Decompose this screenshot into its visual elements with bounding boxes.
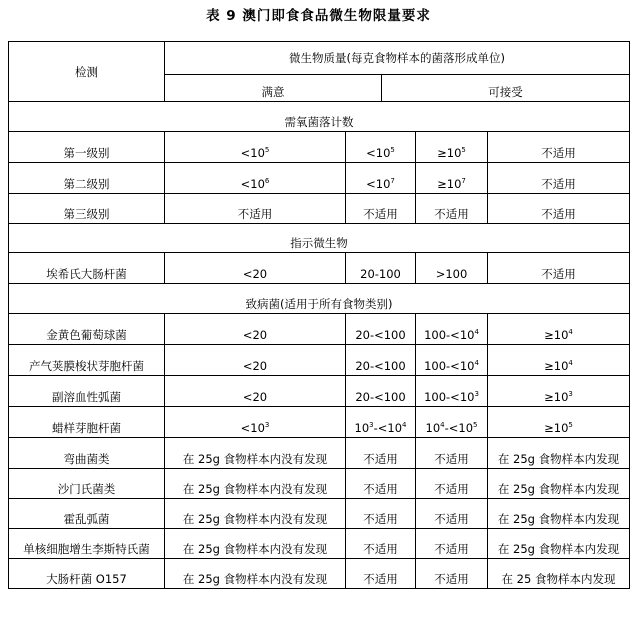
cell-text: 20-<100	[355, 359, 406, 373]
cell-text: 在 25g 食物样本内没有发现	[182, 572, 328, 586]
cell-text: 不适用	[541, 146, 576, 160]
row-label: 第三级别	[9, 194, 165, 224]
section-title: 指示微生物	[9, 224, 630, 253]
satisfactory-cell	[165, 559, 346, 589]
cell-text: 在 25g 食物样本内没有发现	[182, 482, 328, 496]
table-row	[9, 407, 630, 438]
acceptable-high-cell	[416, 314, 488, 345]
acceptable-high-cell	[416, 376, 488, 407]
table-row	[9, 253, 630, 284]
cell-text: ≥10	[544, 328, 569, 342]
acceptable-low-cell	[346, 376, 416, 407]
acceptable-low-cell	[346, 559, 416, 589]
acceptable-high-cell	[416, 407, 488, 438]
cell-exponent: 5	[390, 146, 395, 155]
cell-text: 100-<10	[424, 359, 475, 373]
table-row	[9, 469, 630, 499]
satisfactory-cell	[165, 314, 346, 345]
cell-text: 不适用	[541, 207, 576, 221]
acceptable-high-cell	[416, 438, 488, 469]
cell-text: 在 25g 食物样本内没有发现	[182, 512, 328, 526]
satisfactory-cell	[165, 407, 346, 438]
cell-text: 不适用	[434, 482, 469, 496]
cell-exponent: 5	[461, 146, 466, 155]
cell-text: 不适用	[363, 207, 398, 221]
cell-text: <10	[366, 146, 391, 160]
cell-text: 不适用	[363, 452, 398, 466]
unsatisfactory-cell	[488, 529, 630, 559]
unsatisfactory-cell	[488, 407, 630, 438]
cell-text: <10	[366, 177, 391, 191]
acceptable-low-cell	[346, 345, 416, 376]
section-header-row	[9, 102, 630, 132]
cell-exponent: 3	[264, 421, 270, 430]
acceptable-low-cell	[346, 194, 416, 224]
header-group-cell: 微生物质量(每克食物样本的菌落形成单位)	[165, 42, 630, 75]
table-row	[9, 438, 630, 469]
unsatisfactory-cell	[488, 345, 630, 376]
table-row	[9, 376, 630, 407]
acceptable-high-cell	[416, 345, 488, 376]
cell-text: 不适用	[434, 572, 469, 586]
cell-text: 100-<10	[424, 328, 475, 342]
cell-exponent: 3	[568, 390, 573, 399]
cell-text: 不适用	[363, 482, 398, 496]
cell-text: ≥10	[544, 421, 569, 435]
satisfactory-cell	[165, 345, 346, 376]
cell-exponent: 6	[264, 177, 270, 186]
cell-exponent: 4	[440, 421, 445, 430]
cell-text: <10	[240, 421, 265, 435]
row-label: 第一级别	[9, 132, 165, 163]
cell-text: 100-<10	[424, 390, 475, 404]
cell-text: <20	[242, 359, 268, 373]
header-satisfactory: 满意	[165, 75, 382, 102]
satisfactory-cell	[165, 132, 346, 163]
row-label: 蜡样芽胞杆菌	[9, 407, 165, 438]
cell-text: 在 25g 食物样本内发现	[497, 482, 620, 496]
acceptable-high-cell	[416, 163, 488, 194]
table-row	[9, 314, 630, 345]
cell-exponent: 4	[568, 359, 573, 368]
cell-exponent: 4	[402, 421, 407, 430]
acceptable-high-cell	[416, 499, 488, 529]
acceptable-low-cell	[346, 253, 416, 284]
row-label: 弯曲菌类	[9, 438, 165, 469]
acceptable-high-cell	[416, 132, 488, 163]
table-row	[9, 132, 630, 163]
acceptable-high-cell	[416, 529, 488, 559]
cell-text: 不适用	[363, 542, 398, 556]
row-label: 副溶血性弧菌	[9, 376, 165, 407]
unsatisfactory-cell	[488, 559, 630, 589]
acceptable-low-cell	[346, 407, 416, 438]
section-title: 致病菌(适用于所有食物类别)	[9, 284, 630, 314]
cell-exponent: 5	[264, 146, 270, 155]
unsatisfactory-cell	[488, 376, 630, 407]
acceptable-low-cell	[346, 529, 416, 559]
acceptable-high-cell	[416, 469, 488, 499]
acceptable-low-cell	[346, 314, 416, 345]
cell-text: 20-<100	[355, 390, 406, 404]
acceptable-high-cell	[416, 559, 488, 589]
unsatisfactory-cell	[488, 163, 630, 194]
cell-text: -<10	[444, 421, 474, 435]
cell-text: 不适用	[434, 452, 469, 466]
cell-exponent: 4	[568, 328, 573, 337]
cell-text: 10	[425, 421, 441, 435]
cell-text: <20	[242, 328, 268, 342]
row-label: 大肠杆菌 O157	[9, 559, 165, 589]
table-row	[9, 499, 630, 529]
cell-text: 不适用	[363, 572, 398, 586]
satisfactory-cell	[165, 529, 346, 559]
acceptable-low-cell	[346, 499, 416, 529]
table-row	[9, 163, 630, 194]
cell-exponent: 5	[568, 421, 573, 430]
table-row	[9, 345, 630, 376]
acceptable-high-cell	[416, 253, 488, 284]
unsatisfactory-cell	[488, 499, 630, 529]
cell-text: ≥10	[544, 359, 569, 373]
acceptable-low-cell	[346, 469, 416, 499]
section-title: 需氧菌落计数	[9, 102, 630, 132]
row-label: 第二级别	[9, 163, 165, 194]
row-label: 金黄色葡萄球菌	[9, 314, 165, 345]
table-title: 表 9 澳门即食食品微生物限量要求	[206, 8, 431, 24]
satisfactory-cell	[165, 438, 346, 469]
row-label: 单核细胞增生李斯特氏菌	[9, 529, 165, 559]
unsatisfactory-cell	[488, 438, 630, 469]
acceptable-low-cell	[346, 163, 416, 194]
table-row	[9, 529, 630, 559]
satisfactory-cell	[165, 376, 346, 407]
acceptable-high-cell	[416, 194, 488, 224]
cell-exponent: 4	[474, 359, 479, 368]
table-row	[9, 194, 630, 224]
cell-text: 10	[354, 421, 370, 435]
cell-text: 20-<100	[355, 328, 406, 342]
cell-text: 在 25g 食物样本内没有发现	[182, 452, 328, 466]
row-label: 埃希氏大肠杆菌	[9, 253, 165, 284]
unsatisfactory-cell	[488, 314, 630, 345]
cell-exponent: 7	[461, 177, 466, 186]
cell-text: 不适用	[363, 512, 398, 526]
header-acceptable: 可接受	[382, 75, 630, 102]
cell-text: 不适用	[434, 207, 469, 221]
acceptable-low-cell	[346, 438, 416, 469]
cell-text: 在 25g 食物样本内没有发现	[182, 542, 328, 556]
cell-text: ≥10	[437, 146, 462, 160]
unsatisfactory-cell	[488, 469, 630, 499]
unsatisfactory-cell	[488, 194, 630, 224]
cell-text: ≥10	[544, 390, 569, 404]
cell-text: <10	[240, 177, 265, 191]
section-header-row	[9, 224, 630, 253]
satisfactory-cell	[165, 469, 346, 499]
acceptable-low-cell	[346, 132, 416, 163]
cell-text: 不适用	[434, 542, 469, 556]
header-test-cell: 检测	[9, 42, 165, 102]
cell-text: 在 25g 食物样本内发现	[497, 452, 620, 466]
section-header-row	[9, 284, 630, 314]
unsatisfactory-cell	[488, 132, 630, 163]
satisfactory-cell	[165, 499, 346, 529]
cell-text: 不适用	[541, 177, 576, 191]
satisfactory-cell	[165, 194, 346, 224]
cell-text: ≥10	[437, 177, 462, 191]
cell-exponent: 3	[474, 390, 479, 399]
cell-text: -<10	[373, 421, 403, 435]
satisfactory-cell	[165, 253, 346, 284]
cell-text: 不适用	[541, 267, 576, 281]
cell-text: <10	[240, 146, 265, 160]
row-label: 沙门氏菌类	[9, 469, 165, 499]
header-row-1	[9, 42, 630, 75]
cell-text: 不适用	[237, 207, 273, 221]
cell-exponent: 4	[474, 328, 479, 337]
unsatisfactory-cell	[488, 253, 630, 284]
cell-text: 在 25g 食物样本内发现	[497, 512, 620, 526]
satisfactory-cell	[165, 163, 346, 194]
cell-text: <20	[242, 390, 268, 404]
cell-exponent: 7	[390, 177, 395, 186]
cell-text: 不适用	[434, 512, 469, 526]
cell-text: 在 25 食物样本内发现	[501, 572, 616, 586]
cell-text: >100	[435, 267, 468, 281]
cell-exponent: 3	[369, 421, 374, 430]
row-label: 产气荚膜梭状芽胞杆菌	[9, 345, 165, 376]
cell-text: 20-100	[360, 267, 401, 281]
cell-text: <20	[242, 267, 268, 281]
cell-exponent: 5	[473, 421, 478, 430]
microbial-limits-table	[8, 41, 630, 589]
row-label: 霍乱弧菌	[9, 499, 165, 529]
cell-text: 在 25g 食物样本内发现	[497, 542, 620, 556]
table-row	[9, 559, 630, 589]
